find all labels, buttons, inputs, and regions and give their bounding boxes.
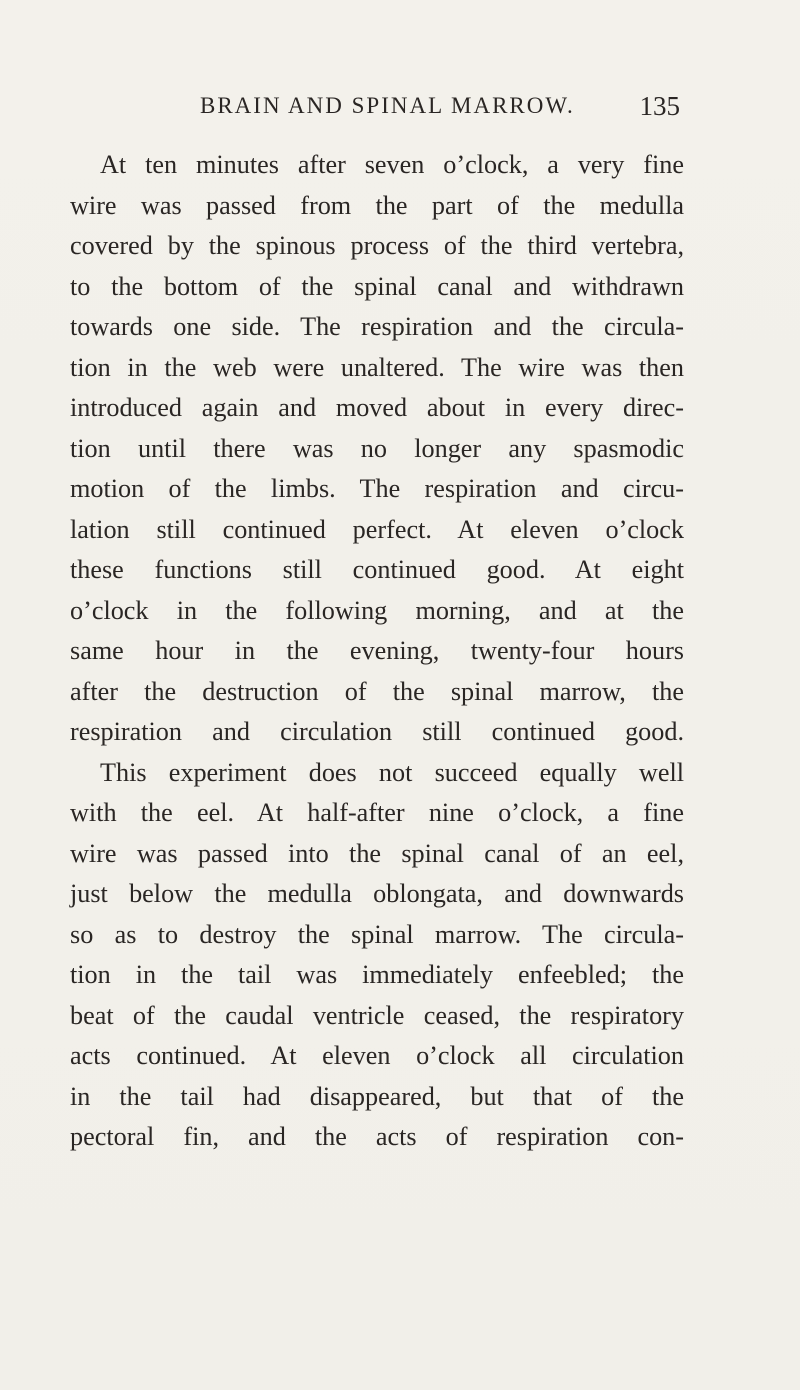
text-line: with the eel. At half-after nine o’clock, a fine [70, 798, 684, 827]
text-line: after the destruction of the spinal marrow, the [70, 676, 684, 706]
text-line: tion until there was no longer any spasmodic [70, 433, 684, 463]
text-line: these functions still continued good. At eight [70, 555, 684, 584]
text-line: tion in the tail was immediately enfeebled; the [70, 960, 684, 989]
text-line: introduced again and moved about in every direc- [70, 393, 684, 422]
running-head [70, 88, 680, 124]
text-line: pectoral fin, and the acts of respiration con- [70, 1122, 684, 1151]
text-line: acts continued. At eleven o’clock all circulation [70, 1041, 684, 1070]
text-line: beat of the caudal ventricle ceased, the respiratory [70, 1000, 684, 1030]
text-line: lation still continued perfect. At eleven o’clock [70, 514, 684, 544]
body-text [70, 145, 684, 1158]
text-line: so as to destroy the spinal marrow. The circula- [70, 919, 684, 949]
text-line: wire was passed into the spinal canal of an eel, [70, 838, 684, 868]
text-line: tion in the web were unaltered. The wire was then [70, 352, 684, 382]
text-line: motion of the limbs. The respiration and circu- [70, 474, 684, 503]
text-line: same hour in the evening, twenty-four hours [70, 636, 684, 665]
text-line: At ten minutes after seven o’clock, a very fine [100, 150, 684, 179]
text-line: to the bottom of the spinal canal and withdrawn [70, 271, 684, 301]
page-number: 135 [639, 91, 680, 121]
running-title: BRAIN AND SPINAL MARROW. [200, 93, 575, 118]
text-line: covered by the spinous process of the third vertebra, [70, 231, 684, 260]
text-line: This experiment does not succeed equally well [100, 757, 684, 787]
text-line: towards one side. The respiration and the circula- [70, 312, 684, 341]
text-line: just below the medulla oblongata, and downwards [70, 879, 684, 908]
text-line: wire was passed from the part of the medulla [70, 190, 684, 220]
text-line: respiration and circulation still continued good. [70, 717, 684, 746]
text-line: o’clock in the following morning, and at the [70, 595, 684, 625]
text-line: in the tail had disappeared, but that of the [70, 1081, 684, 1111]
